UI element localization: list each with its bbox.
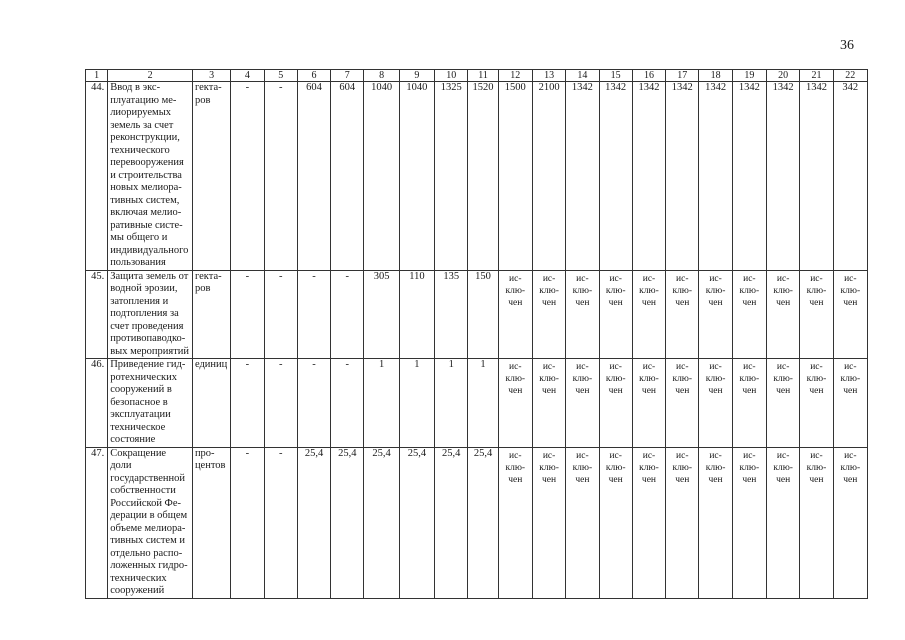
- excluded-text: ис-: [743, 450, 756, 461]
- excluded-text: клю-: [739, 462, 760, 473]
- indicator-name-line: Защита земель от: [110, 270, 189, 282]
- excluded-text: клю-: [639, 285, 659, 296]
- excluded-text: клю-: [840, 462, 861, 473]
- excluded-cell: [498, 359, 532, 448]
- value-cell: 305: [364, 270, 399, 359]
- column-header: 12: [498, 70, 532, 82]
- excluded-text: ис-: [709, 450, 722, 461]
- excluded-cell: [833, 270, 867, 359]
- excluded-text: клю-: [505, 285, 526, 296]
- column-header: 6: [297, 70, 330, 82]
- value-cell: -: [231, 359, 264, 448]
- unit-of-measure: [192, 270, 230, 359]
- excluded-text: ис-: [609, 273, 622, 284]
- indicator-name-line: дерации в общем: [110, 510, 188, 521]
- indicator-name-line: вых мероприятий: [110, 345, 190, 357]
- excluded-text: ис-: [709, 273, 722, 284]
- header-row: [86, 70, 868, 82]
- indicator-name-line: реконструкции,: [110, 132, 180, 143]
- excluded-text: клю-: [739, 285, 760, 296]
- indicator-name-line: ротехнических: [110, 371, 177, 383]
- excluded-text: ис-: [576, 450, 589, 461]
- excluded-text: чен: [776, 474, 791, 485]
- indicator-name-line: затопления и: [110, 295, 169, 307]
- unit-line: центов: [194, 460, 226, 471]
- excluded-text: клю-: [806, 374, 827, 384]
- row-number: 46.: [86, 359, 108, 448]
- excluded-text: клю-: [705, 462, 726, 473]
- excluded-text: клю-: [605, 462, 626, 473]
- excluded-text: клю-: [505, 462, 526, 473]
- indicator-name-line: технического: [110, 144, 170, 156]
- value-cell: 25,4: [364, 447, 399, 598]
- excluded-cell: [666, 447, 699, 598]
- excluded-text: ис-: [642, 362, 656, 372]
- column-header: 5: [264, 70, 297, 82]
- indicator-name-line: объеме мелиора-: [110, 522, 186, 534]
- excluded-cell: [800, 447, 833, 598]
- indicator-name-line: Российской Фе-: [110, 497, 182, 509]
- excluded-text: клю-: [572, 374, 593, 384]
- indicator-name-line: тивных систем и: [110, 535, 185, 546]
- excluded-text: клю-: [773, 374, 793, 384]
- excluded-cell: [632, 359, 665, 448]
- value-cell: 1342: [666, 82, 699, 271]
- indicator-name: [108, 447, 193, 598]
- excluded-text: ис-: [844, 362, 857, 372]
- value-cell: 25,4: [297, 447, 330, 598]
- value-cell: 604: [297, 82, 330, 271]
- excluded-text: чен: [742, 386, 757, 396]
- excluded-cell: [599, 270, 632, 359]
- column-header: 8: [364, 70, 399, 82]
- excluded-text: ис-: [542, 450, 556, 461]
- indicator-name-line: сооружений: [110, 585, 165, 596]
- excluded-text: чен: [843, 386, 858, 396]
- excluded-cell: [767, 270, 800, 359]
- excluded-cell: [532, 359, 565, 448]
- excluded-cell: [599, 359, 632, 448]
- excluded-text: чен: [708, 297, 723, 308]
- excluded-text: ис-: [642, 273, 656, 284]
- excluded-text: ис-: [810, 450, 823, 461]
- value-cell: -: [231, 270, 264, 359]
- column-header: 16: [632, 70, 665, 82]
- excluded-text: чен: [641, 474, 657, 485]
- excluded-text: клю-: [705, 374, 726, 384]
- value-cell: 1500: [498, 82, 532, 271]
- value-cell: -: [231, 447, 264, 598]
- excluded-text: чен: [608, 474, 623, 485]
- excluded-text: клю-: [773, 462, 793, 473]
- excluded-text: ис-: [576, 273, 589, 284]
- indicator-name-line: плуатацию ме-: [110, 94, 177, 106]
- excluded-text: чен: [575, 474, 590, 485]
- excluded-text: ис-: [609, 450, 622, 461]
- indicator-name: [108, 359, 193, 448]
- value-cell: 150: [468, 270, 498, 359]
- excluded-text: ис-: [844, 450, 857, 461]
- indicator-name-line: перевооружения: [110, 157, 184, 168]
- column-header: 20: [767, 70, 800, 82]
- indicator-name-line: подтопления за: [110, 308, 179, 319]
- indicator-name-line: водной эрозии,: [110, 283, 178, 294]
- excluded-text: клю-: [572, 462, 593, 473]
- excluded-text: ис-: [743, 362, 756, 372]
- column-header: 2: [108, 70, 193, 82]
- excluded-text: клю-: [539, 462, 559, 473]
- indicator-name-line: государственной: [110, 472, 186, 484]
- column-header: 19: [732, 70, 766, 82]
- excluded-text: ис-: [642, 450, 656, 461]
- indicator-name-line: ложенных гидро-: [110, 560, 188, 571]
- excluded-text: клю-: [705, 285, 726, 296]
- row-number: 47.: [86, 447, 108, 598]
- excluded-text: ис-: [542, 362, 556, 372]
- value-cell: 1: [468, 359, 498, 448]
- excluded-text: ис-: [743, 273, 756, 284]
- excluded-cell: [632, 447, 665, 598]
- excluded-text: ис-: [676, 450, 689, 461]
- excluded-text: чен: [843, 297, 858, 308]
- value-cell: 342: [833, 82, 867, 271]
- excluded-text: клю-: [739, 374, 760, 384]
- excluded-text: клю-: [672, 374, 693, 384]
- column-header: 10: [435, 70, 468, 82]
- excluded-text: клю-: [672, 462, 693, 473]
- value-cell: 1040: [364, 82, 399, 271]
- excluded-text: чен: [708, 474, 723, 485]
- excluded-cell: [498, 270, 532, 359]
- excluded-cell: [666, 270, 699, 359]
- excluded-text: ис-: [509, 362, 522, 372]
- value-cell: 25,4: [331, 447, 364, 598]
- excluded-text: чен: [641, 386, 657, 396]
- value-cell: -: [231, 82, 264, 271]
- indicator-name-line: счет проведения: [110, 320, 184, 332]
- excluded-text: чен: [608, 297, 623, 308]
- indicator-name-line: отдельно распо-: [110, 547, 183, 559]
- indicator-name-line: эксплуатации: [110, 409, 171, 420]
- value-cell: 110: [399, 270, 434, 359]
- excluded-text: чен: [508, 474, 523, 485]
- excluded-text: клю-: [672, 285, 693, 296]
- value-cell: -: [331, 270, 364, 359]
- excluded-text: клю-: [605, 374, 626, 384]
- column-header: 3: [192, 70, 230, 82]
- indicator-name-line: Приведение гид-: [110, 359, 186, 370]
- excluded-text: чен: [708, 386, 723, 396]
- excluded-text: клю-: [840, 285, 861, 296]
- excluded-cell: [599, 447, 632, 598]
- value-cell: 1040: [399, 82, 434, 271]
- excluded-text: ис-: [509, 450, 522, 461]
- column-header: 18: [699, 70, 732, 82]
- excluded-cell: [767, 359, 800, 448]
- excluded-text: чен: [675, 297, 690, 308]
- indicator-name-line: земель за счет: [110, 119, 174, 131]
- value-cell: 604: [331, 82, 364, 271]
- excluded-text: чен: [542, 474, 557, 485]
- indicator-name-line: мы общего и: [110, 232, 168, 243]
- excluded-text: ис-: [676, 362, 689, 372]
- excluded-text: чен: [575, 386, 590, 396]
- indicator-name-line: Ввод в экс-: [110, 82, 161, 93]
- value-cell: 1342: [732, 82, 766, 271]
- value-cell: 1: [435, 359, 468, 448]
- column-header: 15: [599, 70, 632, 82]
- excluded-text: ис-: [542, 273, 556, 284]
- excluded-text: чен: [675, 474, 690, 485]
- indicator-name-line: безопасное в: [110, 396, 168, 408]
- excluded-text: ис-: [709, 362, 722, 372]
- unit-line: ров: [194, 283, 211, 294]
- indicator-name-line: технических: [110, 572, 167, 584]
- unit-of-measure: [192, 359, 230, 448]
- excluded-cell: [833, 447, 867, 598]
- indicator-name-line: индивидуального: [110, 244, 189, 256]
- indicator-name-line: пользования: [110, 257, 166, 268]
- excluded-text: ис-: [509, 273, 522, 284]
- excluded-cell: [532, 270, 565, 359]
- excluded-text: клю-: [840, 374, 861, 384]
- column-header: 7: [331, 70, 364, 82]
- excluded-text: клю-: [806, 462, 827, 473]
- excluded-cell: [732, 359, 766, 448]
- value-cell: -: [297, 359, 330, 448]
- indicator-name-line: состояние: [110, 434, 156, 445]
- excluded-cell: [532, 447, 565, 598]
- value-cell: 1342: [599, 82, 632, 271]
- excluded-text: чен: [809, 386, 824, 396]
- excluded-cell: [732, 447, 766, 598]
- excluded-text: ис-: [776, 450, 790, 461]
- excluded-text: чен: [776, 297, 791, 308]
- value-cell: 1342: [566, 82, 599, 271]
- page-number: 36: [840, 38, 854, 53]
- excluded-text: чен: [809, 297, 824, 308]
- excluded-cell: [800, 270, 833, 359]
- table-row: [86, 270, 868, 359]
- column-header: 21: [800, 70, 833, 82]
- excluded-text: чен: [508, 386, 523, 396]
- column-header: 22: [833, 70, 867, 82]
- excluded-text: ис-: [776, 273, 790, 284]
- indicator-name-line: ративные систе-: [110, 219, 183, 231]
- excluded-text: чен: [742, 297, 757, 308]
- excluded-text: ис-: [576, 362, 589, 372]
- unit-line: гекта-: [194, 270, 222, 282]
- excluded-text: чен: [575, 297, 590, 308]
- column-header: 14: [566, 70, 599, 82]
- indicator-name-line: собственности: [110, 485, 176, 496]
- value-cell: -: [264, 82, 297, 271]
- value-cell: 25,4: [435, 447, 468, 598]
- value-cell: -: [264, 359, 297, 448]
- indicators-table: [85, 69, 868, 599]
- indicator-name-line: Сокращение доли: [110, 447, 167, 471]
- value-cell: 1342: [767, 82, 800, 271]
- column-header: 11: [468, 70, 498, 82]
- indicator-name-line: противопаводко-: [110, 333, 186, 344]
- value-cell: 1342: [699, 82, 732, 271]
- excluded-text: клю-: [539, 285, 559, 296]
- value-cell: 1342: [800, 82, 833, 271]
- value-cell: 1520: [468, 82, 498, 271]
- value-cell: -: [264, 270, 297, 359]
- excluded-text: клю-: [773, 285, 793, 296]
- excluded-text: клю-: [505, 374, 526, 384]
- excluded-text: ис-: [609, 362, 622, 372]
- excluded-text: чен: [641, 297, 657, 308]
- unit-line: ров: [194, 94, 211, 106]
- value-cell: 1: [399, 359, 434, 448]
- excluded-cell: [699, 270, 732, 359]
- value-cell: 25,4: [399, 447, 434, 598]
- indicator-name-line: и строительства: [110, 169, 182, 181]
- value-cell: 1: [364, 359, 399, 448]
- indicator-name-line: включая мелио-: [110, 207, 182, 218]
- value-cell: -: [331, 359, 364, 448]
- excluded-cell: [833, 359, 867, 448]
- column-header: 13: [532, 70, 565, 82]
- excluded-cell: [699, 447, 732, 598]
- table-row: [86, 82, 868, 271]
- excluded-text: ис-: [810, 273, 823, 284]
- indicator-name: [108, 270, 193, 359]
- excluded-cell: [566, 447, 599, 598]
- excluded-cell: [767, 447, 800, 598]
- indicator-name-line: новых мелиора-: [110, 182, 182, 193]
- value-cell: 1325: [435, 82, 468, 271]
- excluded-cell: [666, 359, 699, 448]
- excluded-cell: [800, 359, 833, 448]
- unit-of-measure: [192, 447, 230, 598]
- row-number: 44.: [86, 82, 108, 271]
- excluded-cell: [566, 359, 599, 448]
- excluded-cell: [498, 447, 532, 598]
- excluded-text: ис-: [676, 273, 689, 284]
- excluded-text: клю-: [639, 374, 659, 384]
- excluded-text: чен: [843, 474, 858, 485]
- excluded-cell: [732, 270, 766, 359]
- value-cell: -: [264, 447, 297, 598]
- column-header: 17: [666, 70, 699, 82]
- value-cell: 25,4: [468, 447, 498, 598]
- excluded-text: чен: [675, 386, 690, 396]
- unit-line: гекта-: [194, 82, 222, 93]
- excluded-text: чен: [608, 386, 623, 396]
- unit-line: про-: [194, 447, 215, 459]
- excluded-text: чен: [542, 386, 557, 396]
- column-header: 9: [399, 70, 434, 82]
- excluded-text: чен: [776, 386, 791, 396]
- indicator-name-line: тивных систем,: [110, 194, 180, 206]
- column-header: 1: [86, 70, 108, 82]
- excluded-text: чен: [508, 297, 523, 308]
- excluded-text: ис-: [776, 362, 790, 372]
- excluded-text: чен: [542, 297, 557, 308]
- indicator-name-line: лиорируемых: [110, 107, 171, 118]
- excluded-text: чен: [742, 474, 757, 485]
- indicator-name-line: техническое: [110, 421, 166, 433]
- value-cell: -: [297, 270, 330, 359]
- excluded-text: ис-: [844, 273, 857, 284]
- excluded-cell: [632, 270, 665, 359]
- value-cell: 1342: [632, 82, 665, 271]
- unit-of-measure: [192, 82, 230, 271]
- unit-line: единиц: [194, 359, 228, 370]
- excluded-text: клю-: [539, 374, 559, 384]
- column-header: 4: [231, 70, 264, 82]
- indicator-name: [108, 82, 193, 271]
- value-cell: 135: [435, 270, 468, 359]
- excluded-cell: [566, 270, 599, 359]
- excluded-text: клю-: [572, 285, 593, 296]
- table-row: [86, 359, 868, 448]
- excluded-text: ис-: [810, 362, 823, 372]
- excluded-text: клю-: [639, 462, 659, 473]
- value-cell: 2100: [532, 82, 565, 271]
- excluded-text: клю-: [605, 285, 626, 296]
- indicator-name-line: сооружений в: [110, 384, 172, 395]
- row-number: 45.: [86, 270, 108, 359]
- excluded-text: клю-: [806, 285, 827, 296]
- excluded-cell: [699, 359, 732, 448]
- excluded-text: чен: [809, 474, 824, 485]
- table-row: [86, 447, 868, 598]
